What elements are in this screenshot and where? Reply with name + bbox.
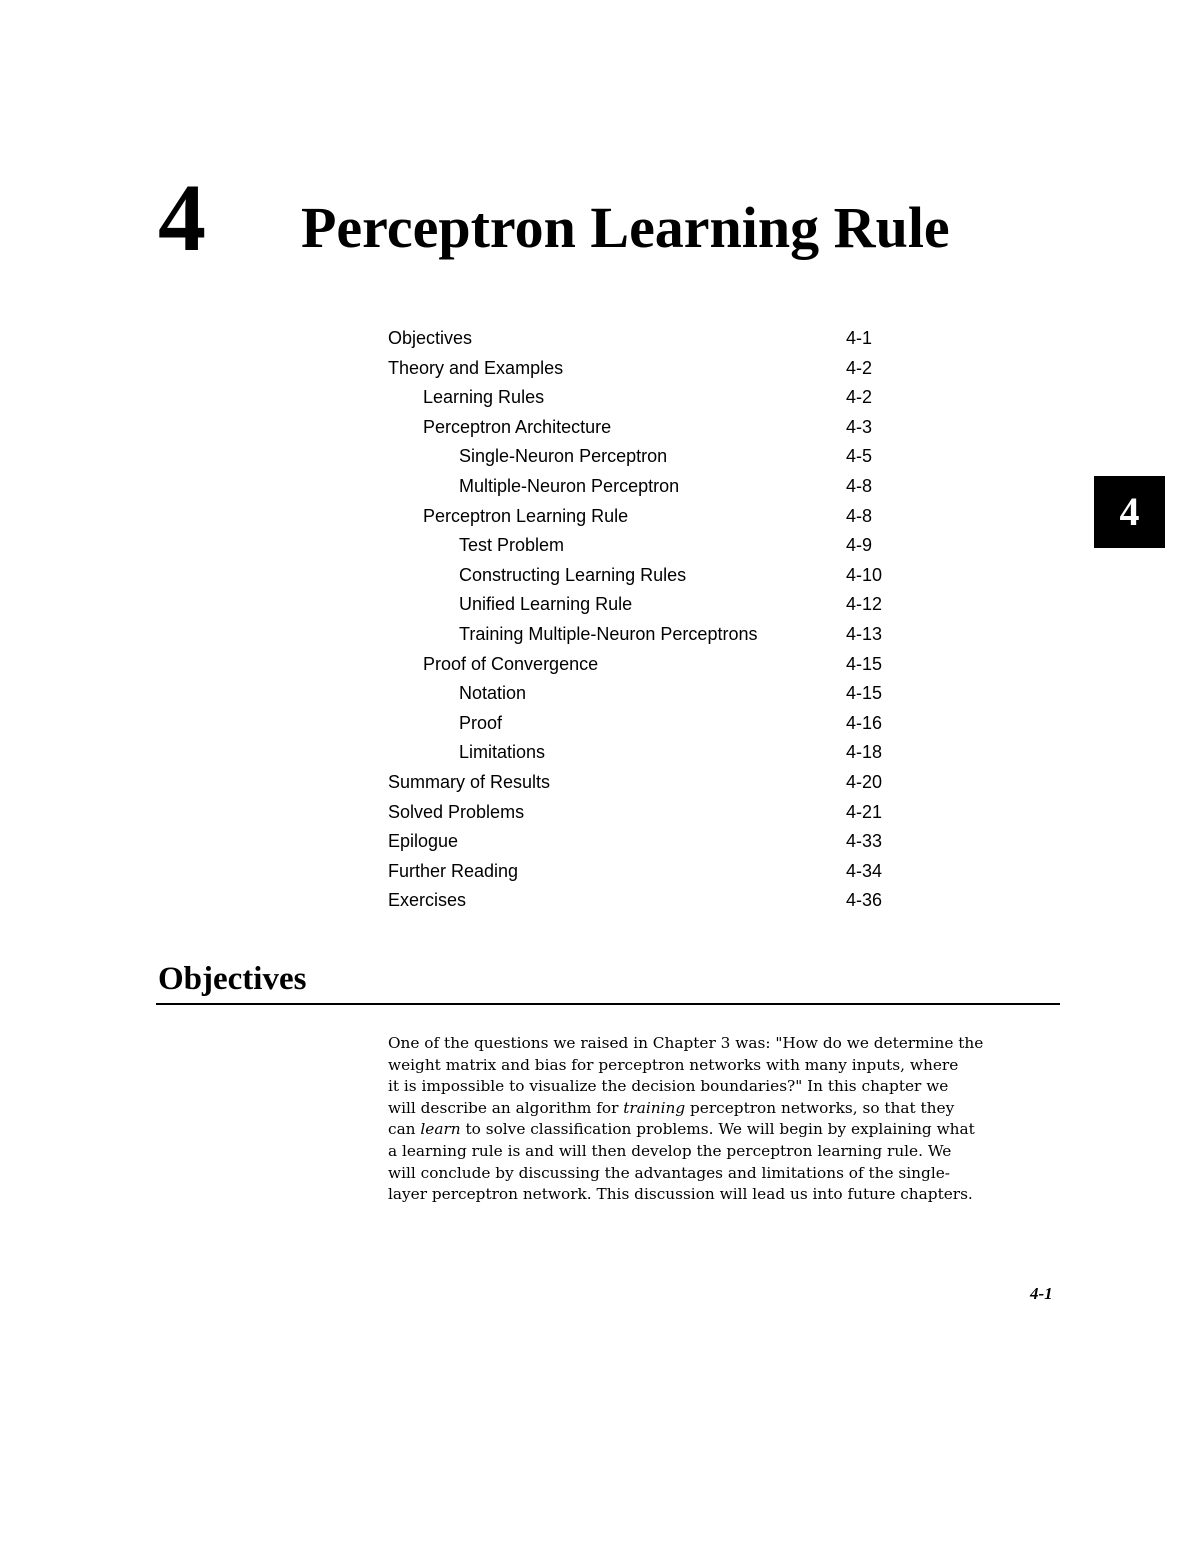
paragraph-line: [388, 1141, 1068, 1163]
paragraph-line: [388, 1055, 1068, 1077]
toc-entry-label: Perceptron Learning Rule: [423, 505, 629, 526]
emphasized-term: learn: [420, 1120, 461, 1139]
text-segment: One of the questions we raised in Chapter 3 was: "How do we determine the: [388, 1034, 984, 1052]
toc-entry-label: Theory and Examples: [388, 357, 564, 378]
toc-entry-label: Notation: [459, 683, 527, 704]
text-segment: layer perceptron network. This discussion will lead us into future chapters.: [388, 1185, 973, 1204]
chapter-side-tab: 4: [1094, 476, 1165, 548]
toc-entry-page: 4-10: [846, 564, 883, 585]
paragraph-line: [388, 1076, 1068, 1098]
toc-entry-label: Further Reading: [388, 860, 519, 881]
toc-entry-label: Objectives: [388, 328, 473, 348]
toc-entry: [388, 886, 908, 916]
text-segment: it is impossible to visualize the decision boundaries?" In this chapter we: [388, 1077, 949, 1096]
toc-entry: [388, 413, 908, 443]
toc-entry-page: 4-15: [846, 653, 883, 674]
toc-entry-page: 4-34: [846, 860, 883, 881]
toc-entry-label: Solved Problems: [388, 801, 525, 822]
toc-entry-label: Unified Learning Rule: [459, 594, 633, 615]
toc-entry-label: Single-Neuron Perceptron: [459, 446, 668, 467]
paragraph-line: [388, 1033, 1068, 1055]
toc-entry-page: 4-2: [846, 387, 873, 408]
toc-entry-label: Constructing Learning Rules: [459, 564, 687, 585]
toc-entry: [388, 531, 908, 561]
toc-entry-label: Test Problem: [459, 535, 565, 556]
toc-entry-label: Proof of Convergence: [423, 653, 599, 674]
toc-entry-page: 4-15: [846, 683, 883, 704]
toc-entry: [388, 679, 908, 709]
table-of-contents: [388, 324, 908, 916]
toc-entry-label: Perceptron Architecture: [423, 416, 612, 437]
toc-entry-page: 4-33: [846, 831, 883, 852]
toc-entry-page: 4-21: [846, 801, 883, 822]
chapter-title: Perceptron Learning Rule: [301, 195, 950, 260]
emphasized-term: training: [623, 1098, 686, 1117]
toc-entry-page: 4-18: [846, 742, 883, 763]
toc-entry-label: Multiple-Neuron Perceptron: [459, 475, 680, 496]
toc-entry-label: Summary of Results: [388, 771, 551, 792]
toc-entry-page: 4-16: [846, 712, 883, 733]
toc-entry: [388, 768, 908, 798]
paragraph-line: [388, 1163, 1068, 1185]
toc-entry: [388, 738, 908, 768]
toc-entry: [388, 798, 908, 828]
toc-entry: [388, 620, 908, 650]
toc-entry: [388, 324, 908, 354]
text-segment: will conclude by discussing the advantages and limitations of the single-: [388, 1163, 950, 1182]
paragraph-line: [388, 1184, 1068, 1206]
section-heading-objectives: Objectives: [158, 961, 307, 997]
toc-entry: [388, 472, 908, 502]
text-segment: can: [388, 1120, 421, 1139]
toc-entry-label: Training Multiple-Neuron Perceptrons: [459, 623, 758, 644]
text-segment: a learning rule is and will then develop the perceptron learning rule. We: [388, 1141, 952, 1160]
section-divider: [156, 1003, 1060, 1005]
text-segment: will describe an algorithm for: [388, 1098, 624, 1117]
toc-entry-label: Limitations: [459, 742, 546, 763]
toc-entry-page: 4-1: [846, 328, 873, 348]
toc-entry: [388, 709, 908, 739]
page-number: 4-1: [1030, 1284, 1053, 1303]
toc-entry: [388, 561, 908, 591]
toc-entry-page: 4-8: [846, 505, 873, 526]
toc-entry-label: Learning Rules: [423, 387, 545, 408]
toc-entry: [388, 354, 908, 384]
paragraph-line: [388, 1098, 1068, 1120]
toc-entry: [388, 383, 908, 413]
toc-entry-page: 4-36: [846, 890, 883, 911]
toc-entry-page: 4-2: [846, 357, 873, 378]
text-segment: perceptron networks, so that they: [685, 1098, 955, 1117]
toc-entry: [388, 857, 908, 887]
toc-entry-label: Exercises: [388, 890, 467, 911]
toc-entry: [388, 590, 908, 620]
text-segment: weight matrix and bias for perceptron networks with many inputs, where: [388, 1055, 959, 1074]
toc-entry: [388, 650, 908, 680]
toc-entry: [388, 827, 908, 857]
objectives-paragraph: [388, 1033, 1068, 1206]
toc-entry-label: Epilogue: [388, 831, 459, 852]
toc-entry-page: 4-5: [846, 446, 873, 467]
toc-entry-page: 4-8: [846, 475, 873, 496]
toc-entry-page: 4-3: [846, 416, 873, 437]
toc-entry: [388, 502, 908, 532]
toc-entry-page: 4-20: [846, 771, 883, 792]
paragraph-line: [388, 1119, 1068, 1141]
text-segment: to solve classification problems. We will begin by explaining what: [460, 1120, 975, 1139]
toc-entry-page: 4-9: [846, 535, 873, 556]
toc-entry-page: 4-12: [846, 594, 883, 615]
chapter-number: 4: [158, 164, 206, 271]
toc-entry-label: Proof: [459, 712, 503, 733]
toc-entry-page: 4-13: [846, 623, 883, 644]
toc-entry: [388, 442, 908, 472]
